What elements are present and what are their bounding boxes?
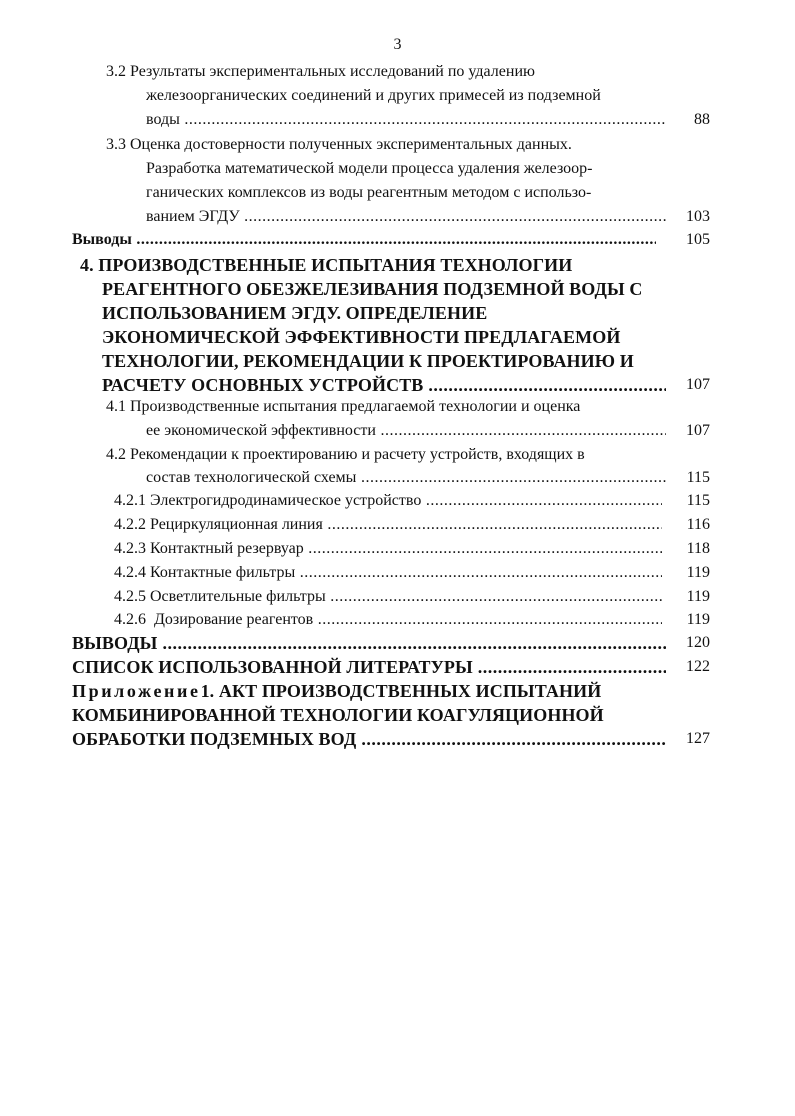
- toc-3-2-line-3: воды .....: [146, 111, 666, 129]
- toc-4-2-4-page: 119: [686, 564, 710, 581]
- toc-4-2-3: 4.2.3 Контактный резервуар .....: [114, 540, 662, 558]
- toc-conclusions-final-page: 120: [686, 634, 710, 651]
- toc-3-3-line-2: Разработка математической модели процесса удаления железоор-: [146, 160, 593, 177]
- toc-4-2-line-1: 4.2 Рекомендации к проектированию и расчету устройств, входящих в: [106, 446, 585, 463]
- toc-appendix1-page: 127: [686, 730, 710, 747]
- toc-ch4-page: 107: [686, 376, 710, 393]
- toc-4-2-5-page: 119: [686, 588, 710, 605]
- toc-appendix1-line-2: КОМБИНИРОВАННОЙ ТЕХНОЛОГИИ КОАГУЛЯЦИОННОЙ: [72, 705, 604, 725]
- toc-ch4-line-3: ИСПОЛЬЗОВАНИЕМ ЭГДУ. ОПРЕДЕЛЕНИЕ: [102, 303, 488, 323]
- toc-4-1-line-1: 4.1 Производственные испытания предлагаемой технологии и оценка: [106, 398, 581, 415]
- toc-4-1-page: 107: [686, 422, 710, 439]
- toc-appendix1-line-3: ОБРАБОТКИ ПОДЗЕМНЫХ ВОД .....: [72, 729, 666, 750]
- toc-conclusions-3-page: 105: [686, 231, 710, 248]
- toc-4-2-5: 4.2.5 Осветлительные фильтры .....: [114, 588, 662, 606]
- toc-ch4-line-6: РАСЧЕТУ ОСНОВНЫХ УСТРОЙСТВ .....: [102, 375, 666, 396]
- toc-appendix1-title-1: 1. АКТ ПРОИЗВОДСТВЕННЫХ ИСПЫТАНИЙ: [200, 681, 602, 701]
- toc-4-2-line-2: состав технологической схемы .....: [146, 469, 666, 487]
- toc-4-2-2-page: 116: [686, 516, 710, 533]
- toc-references: СПИСОК ИСПОЛЬЗОВАННОЙ ЛИТЕРАТУРЫ .....: [72, 657, 666, 678]
- toc-4-2-1-page: 115: [686, 492, 710, 509]
- toc-3-3-line-3: ганических комплексов из воды реагентным методом с использо-: [146, 184, 592, 201]
- toc-appendix1-prefix: Приложение: [72, 681, 201, 701]
- toc-4-1-line-2: ее экономической эффективности .....: [146, 422, 666, 440]
- toc-4-2-page: 115: [686, 469, 710, 486]
- toc-3-2-line-2: железоорганических соединений и других примесей из подземной: [146, 87, 601, 104]
- toc-conclusions-3: Выводы .....: [72, 231, 656, 249]
- toc-4-2-1: 4.2.1 Электрогидродинамическое устройство .....: [114, 492, 662, 510]
- toc-3-3-page: 103: [686, 208, 710, 225]
- toc-3-3-line-1: 3.3 Оценка достоверности полученных экспериментальных данных.: [106, 136, 572, 153]
- toc-3-2-page: 88: [694, 111, 710, 128]
- toc-references-page: 122: [686, 658, 710, 675]
- toc-ch4-line-4: ЭКОНОМИЧЕСКОЙ ЭФФЕКТИВНОСТИ ПРЕДЛАГАЕМОЙ: [102, 327, 621, 347]
- toc-4-2-6-page: 119: [686, 611, 710, 628]
- toc-4-2-4: 4.2.4 Контактные фильтры .....: [114, 564, 662, 582]
- toc-4-2-2: 4.2.2 Рециркуляционная линия .....: [114, 516, 662, 534]
- page-number: 3: [393, 36, 402, 53]
- toc-ch4-line-2: РЕАГЕНТНОГО ОБЕЗЖЕЛЕЗИВАНИЯ ПОДЗЕМНОЙ ВОДЫ С: [102, 279, 643, 299]
- toc-ch4-line-1: 4. ПРОИЗВОДСТВЕННЫЕ ИСПЫТАНИЯ ТЕХНОЛОГИИ: [80, 255, 573, 275]
- toc-3-3-line-4: ванием ЭГДУ .....: [146, 208, 666, 226]
- toc-3-2-line-1: 3.2 Результаты экспериментальных исследований по удалению: [106, 63, 535, 80]
- toc-ch4-line-5: ТЕХНОЛОГИИ, РЕКОМЕНДАЦИИ К ПРОЕКТИРОВАНИЮ И: [102, 351, 634, 371]
- toc-4-2-6: 4.2.6 Дозирование реагентов .....: [114, 611, 662, 629]
- toc-appendix1-line-1: [72, 681, 702, 702]
- toc-4-2-3-page: 118: [686, 540, 710, 557]
- toc-conclusions-final: ВЫВОДЫ .....: [72, 633, 666, 654]
